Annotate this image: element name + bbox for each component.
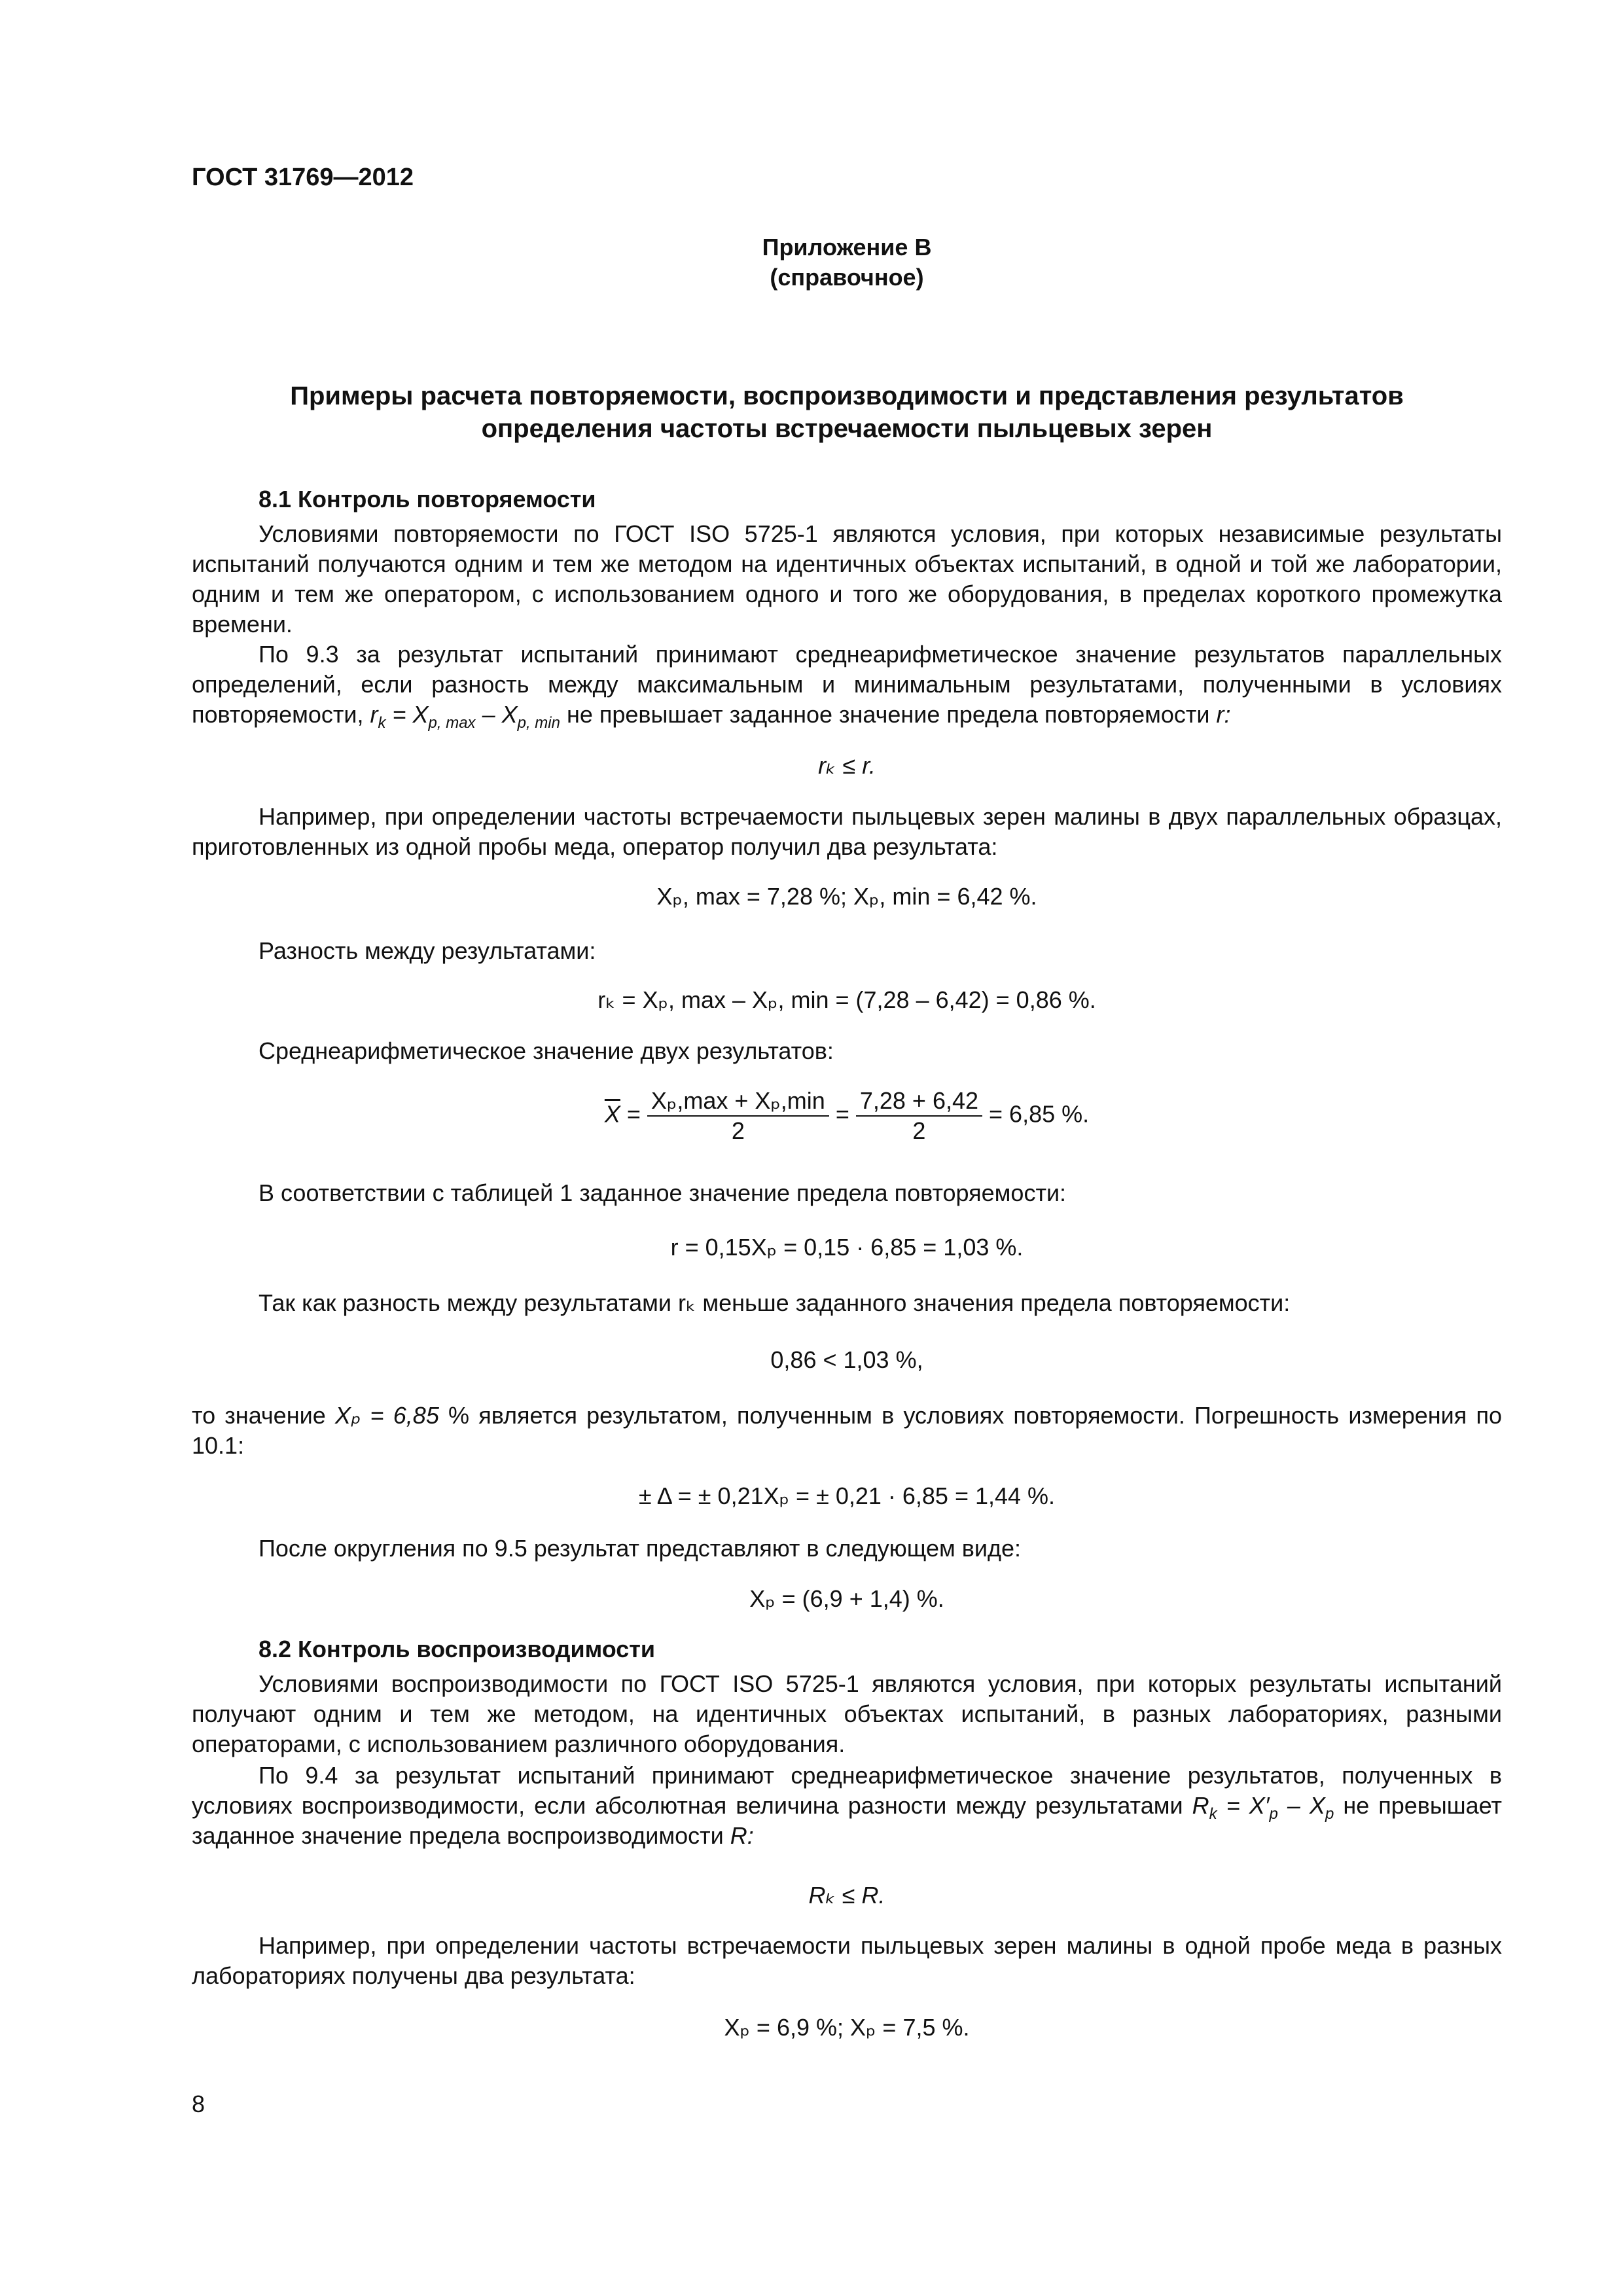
annex-title	[192, 380, 1502, 445]
mean-fraction-2-denominator: 2	[912, 1117, 926, 1144]
section-8-1-paragraph-3: Например, при определении частоты встречаемости пыльцевых зерен малины в двух параллельных образцах, приготовленных из одной пробы меда, оператор получил два результата:	[192, 803, 1502, 860]
section-8-2-heading: 8.2 Контроль воспроизводимости	[259, 1636, 656, 1662]
mean-result: = 6,85 %.	[989, 1100, 1090, 1128]
mean-symbol: $\overline{X}$	[604, 1100, 620, 1128]
Rk-definition: $R_k = X'_p - X_p$	[1192, 1792, 1334, 1823]
paragraph-8-text-b: % является результатом, полученным в условиях повторяемости. Погрешность измерения по 10.1:	[192, 1402, 1502, 1459]
paragraph-8-text-a: то значение	[192, 1402, 326, 1429]
s82-paragraph-2-text-b: не превышает	[1343, 1792, 1503, 1819]
document-header: ГОСТ 31769—2012	[192, 164, 414, 191]
equation-two-results: Xₚ = 6,9 %; Xₚ = 7,5 %.	[724, 2014, 970, 2041]
s82-paragraph-2-text-a: По 9.4 за результат испытаний принимают среднеарифметическое значение результатов, полученных в условиях воспроизводимости, если абсолютная величина разности между результатами	[192, 1762, 1502, 1819]
mean-fraction-2	[856, 1086, 982, 1145]
equation-mean: $\overline{X}$ = $\frac{\text{Xₚ,max + Xₚ,min}}{2}$ = $\frac{7,28 + 6,42}{2}$ = 6,85 %.	[604, 1087, 1090, 1144]
equation-rk-le-r: rₖ ≤ r.	[818, 752, 876, 779]
rk-definition: $r_k = X_{p, max} - X_{p, min}$	[370, 701, 560, 732]
mean-fraction-1-numerator: Xₚ,max + Xₚ,min	[647, 1086, 829, 1117]
annex-heading	[192, 232, 1502, 293]
paragraph-2-text-b: не превышает заданное значение предела повторяемости	[566, 701, 1210, 728]
page-number: 8	[192, 2090, 205, 2117]
section-8-1-paragraph-1: Условиями повторяемости по ГОСТ ISO 5725-1 являются условия, при которых независимые результаты испытаний получаются одним и тем же методом на идентичных объектах испытаний, в одной и той же лаборатории, одним и тем же оператором, с использованием одного и того же оборудования, в пределах короткого промежутка времени.	[192, 520, 1502, 637]
mean-fraction-1	[647, 1086, 829, 1145]
section-8-2-paragraph-3: Например, при определении частоты встречаемости пыльцевых зерен малины в одной пробе меда в разных лабораториях получены два результата:	[192, 1932, 1502, 1989]
mean-fraction-1-denominator: 2	[731, 1117, 745, 1144]
equation-final-result: Xₚ = (6,9 + 1,4) %.	[749, 1585, 944, 1612]
equation-Rk-le-R: Rₖ ≤ R.	[808, 1882, 885, 1909]
paragraph-2-r: r:	[1216, 701, 1231, 728]
annex-title-line-1: Примеры расчета повторяемости, воспроизводимости и представления результатов	[290, 382, 1404, 410]
paragraph-2-text-a: По 9.3 за результат испытаний принимают среднеарифметическое значение результатов параллельных определений, если разность между максимальным и минимальным результатами, полученными в условиях повторяемости,	[192, 641, 1502, 728]
section-8-1-paragraph-5: Среднеарифметическое значение двух результатов:	[259, 1037, 834, 1064]
section-8-1-paragraph-9: После округления по 9.5 результат представляют в следующем виде:	[259, 1535, 1022, 1562]
section-8-1-paragraph-7: Так как разность между результатами rₖ меньше заданного значения предела повторяемости:	[259, 1289, 1291, 1316]
equation-results: Xₚ, max = 7,28 %; Xₚ, min = 6,42 %.	[656, 883, 1037, 910]
annex-kind: (справочное)	[770, 264, 924, 291]
paragraph-8-value: Xₚ = 6,85	[334, 1402, 439, 1429]
equation-repeatability-limit: r = 0,15Xₚ = 0,15 · 6,85 = 1,03 %.	[670, 1234, 1024, 1261]
s82-paragraph-2-text-c: заданное значение предела воспроизводимости	[192, 1822, 724, 1849]
mean-fraction-2-numerator: 7,28 + 6,42	[856, 1086, 982, 1117]
section-8-1-paragraph-6: В соответствии с таблицей 1 заданное значение предела повторяемости:	[259, 1179, 1067, 1206]
section-8-2-paragraph-1: Условиями воспроизводимости по ГОСТ ISO 5725-1 являются условия, при которых результаты испытаний получают одним и тем же методом, на идентичных объектах испытаний, в разных лабораториях, разными операторами, с использованием различного оборудования.	[192, 1670, 1502, 1757]
section-8-1-heading: 8.1 Контроль повторяемости	[259, 486, 596, 512]
section-8-2-paragraph-2	[192, 1761, 1502, 1851]
equation-error: ± Δ = ± 0,21Xₚ = ± 0,21 · 6,85 = 1,44 %.	[638, 1482, 1056, 1509]
s82-paragraph-2-R: R:	[730, 1822, 754, 1849]
section-8-1-paragraph-8	[192, 1401, 1502, 1461]
annex-title-line-2: определения частоты встречаемости пыльцевых зерен	[481, 414, 1213, 443]
equation-difference: rₖ = Xₚ, max – Xₚ, min = (7,28 – 6,42) = 0,86 %.	[597, 986, 1096, 1013]
section-8-1-paragraph-2	[192, 639, 1502, 730]
section-8-1-paragraph-4: Разность между результатами:	[259, 937, 596, 964]
annex-name: Приложение В	[762, 234, 932, 260]
equation-comparison: 0,86 < 1,03 %,	[770, 1346, 923, 1373]
